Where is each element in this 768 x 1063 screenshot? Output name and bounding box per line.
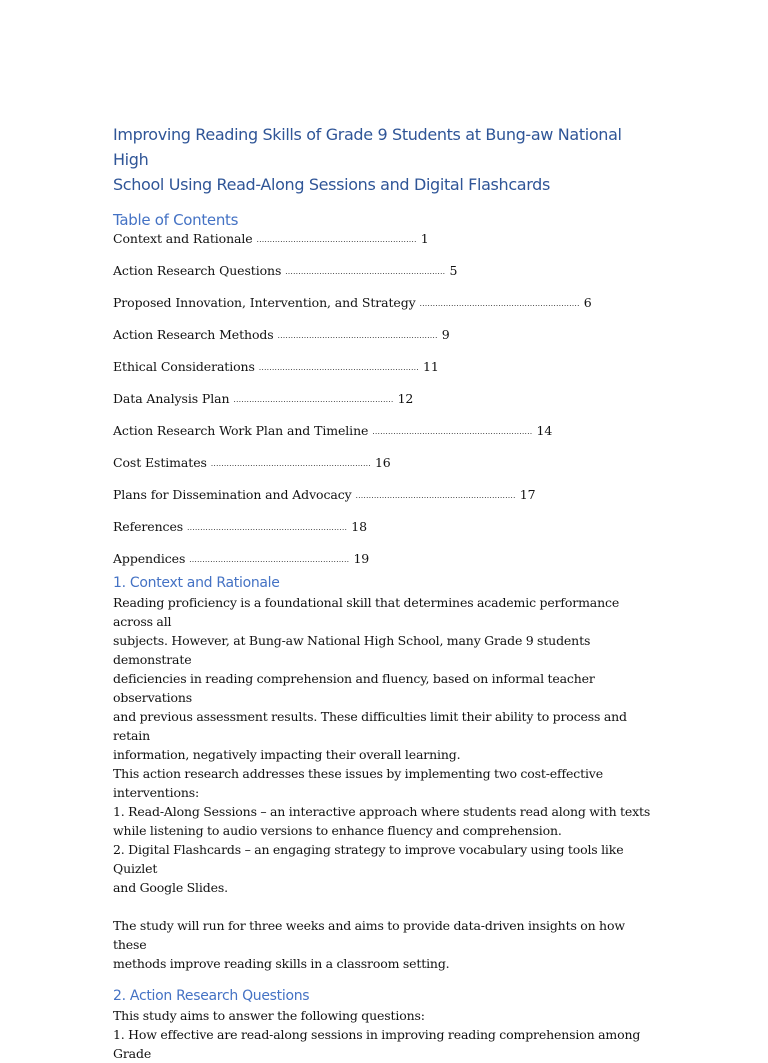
toc-item-title: Ethical Considerations bbox=[113, 359, 255, 374]
toc-item-page: 1 bbox=[420, 231, 429, 246]
toc-item-page: 12 bbox=[397, 391, 414, 406]
body-line: Reading proficiency is a foundational skill that determines academic performance across all bbox=[113, 595, 620, 629]
body-line: 2. Digital Flashcards – an engaging strategy to improve vocabulary using tools like Quizlet bbox=[113, 842, 624, 876]
toc-item[interactable] bbox=[113, 294, 658, 311]
body-line: 1. How effective are read-along sessions in improving reading comprehension among Grade bbox=[113, 1027, 641, 1061]
toc-item-page: 6 bbox=[583, 295, 592, 310]
body-line: 1. Read-Along Sessions – an interactive approach where students read along with texts bbox=[113, 804, 651, 819]
toc-item-page: 16 bbox=[374, 455, 391, 470]
toc-item-page: 14 bbox=[536, 423, 553, 438]
toc-item[interactable] bbox=[113, 454, 658, 471]
toc-leader: ............................................................. bbox=[355, 492, 516, 500]
toc-leader: ............................................................. bbox=[258, 364, 419, 372]
body-line: interventions: bbox=[113, 785, 200, 800]
toc-item-title: References bbox=[113, 519, 184, 534]
document-title bbox=[113, 122, 658, 197]
section-heading-context-rationale: 1. Context and Rationale bbox=[113, 575, 280, 591]
toc-item-title: Context and Rationale bbox=[113, 231, 253, 246]
toc-leader: ............................................................. bbox=[189, 556, 350, 564]
toc-leader: ............................................................. bbox=[256, 236, 417, 244]
toc-item[interactable] bbox=[113, 550, 658, 567]
toc-item-title: Plans for Dissemination and Advocacy bbox=[113, 487, 352, 502]
body-line: This study aims to answer the following questions: bbox=[113, 1008, 425, 1023]
toc-item-page: 9 bbox=[441, 327, 450, 342]
toc-item-title: Action Research Questions bbox=[113, 263, 282, 278]
toc-item-title: Data Analysis Plan bbox=[113, 391, 230, 406]
table-of-contents bbox=[113, 230, 658, 567]
toc-item[interactable] bbox=[113, 390, 658, 407]
toc-leader: ............................................................. bbox=[372, 428, 533, 436]
toc-item-page: 17 bbox=[519, 487, 536, 502]
toc-leader: ............................................................. bbox=[419, 300, 580, 308]
toc-item-title: Proposed Innovation, Intervention, and Strategy bbox=[113, 295, 416, 310]
document-title-line-2: School Using Read-Along Sessions and Digital Flashcards bbox=[113, 175, 550, 194]
toc-item-title: Action Research Methods bbox=[113, 327, 274, 342]
context-rationale-paragraph bbox=[113, 593, 658, 897]
toc-item[interactable] bbox=[113, 262, 658, 279]
toc-item[interactable] bbox=[113, 326, 658, 343]
research-questions-paragraph bbox=[113, 1006, 658, 1063]
body-line: This action research addresses these issues by implementing two cost-effective bbox=[113, 766, 603, 781]
toc-item[interactable] bbox=[113, 230, 658, 247]
body-line: methods improve reading skills in a classroom setting. bbox=[113, 956, 450, 971]
toc-item-title: Cost Estimates bbox=[113, 455, 207, 470]
body-line: The study will run for three weeks and aims to provide data-driven insights on how these bbox=[113, 918, 625, 952]
toc-item-title: Appendices bbox=[113, 551, 186, 566]
toc-item[interactable] bbox=[113, 358, 658, 375]
toc-leader: ............................................................. bbox=[233, 396, 394, 404]
body-line: subjects. However, at Bung-aw National High School, many Grade 9 students demonstrate bbox=[113, 633, 591, 667]
toc-leader: ............................................................. bbox=[277, 332, 438, 340]
toc-item-page: 11 bbox=[422, 359, 439, 374]
toc-leader: ............................................................. bbox=[210, 460, 371, 468]
toc-leader: ............................................................. bbox=[187, 524, 348, 532]
toc-item[interactable] bbox=[113, 486, 658, 503]
body-line: while listening to audio versions to enhance fluency and comprehension. bbox=[113, 823, 562, 838]
body-line: and previous assessment results. These difficulties limit their ability to process and retain bbox=[113, 709, 627, 743]
body-line: deficiencies in reading comprehension and fluency, based on informal teacher observations bbox=[113, 671, 595, 705]
toc-item-page: 5 bbox=[449, 263, 458, 278]
toc-heading: Table of Contents bbox=[113, 211, 239, 229]
toc-item-page: 18 bbox=[351, 519, 367, 534]
blank-line bbox=[113, 897, 658, 916]
toc-item-page: 19 bbox=[353, 551, 370, 566]
document-page bbox=[113, 122, 658, 1063]
study-duration-paragraph bbox=[113, 916, 658, 973]
document-title-line-1: Improving Reading Skills of Grade 9 Students at Bung-aw National High bbox=[113, 125, 622, 169]
toc-item-title: Action Research Work Plan and Timeline bbox=[113, 423, 369, 438]
body-line: information, negatively impacting their overall learning. bbox=[113, 747, 461, 762]
toc-item[interactable] bbox=[113, 518, 658, 535]
toc-item[interactable] bbox=[113, 422, 658, 439]
section-heading-research-questions: 2. Action Research Questions bbox=[113, 988, 310, 1004]
toc-leader: ............................................................. bbox=[285, 268, 446, 276]
body-line: and Google Slides. bbox=[113, 880, 228, 895]
